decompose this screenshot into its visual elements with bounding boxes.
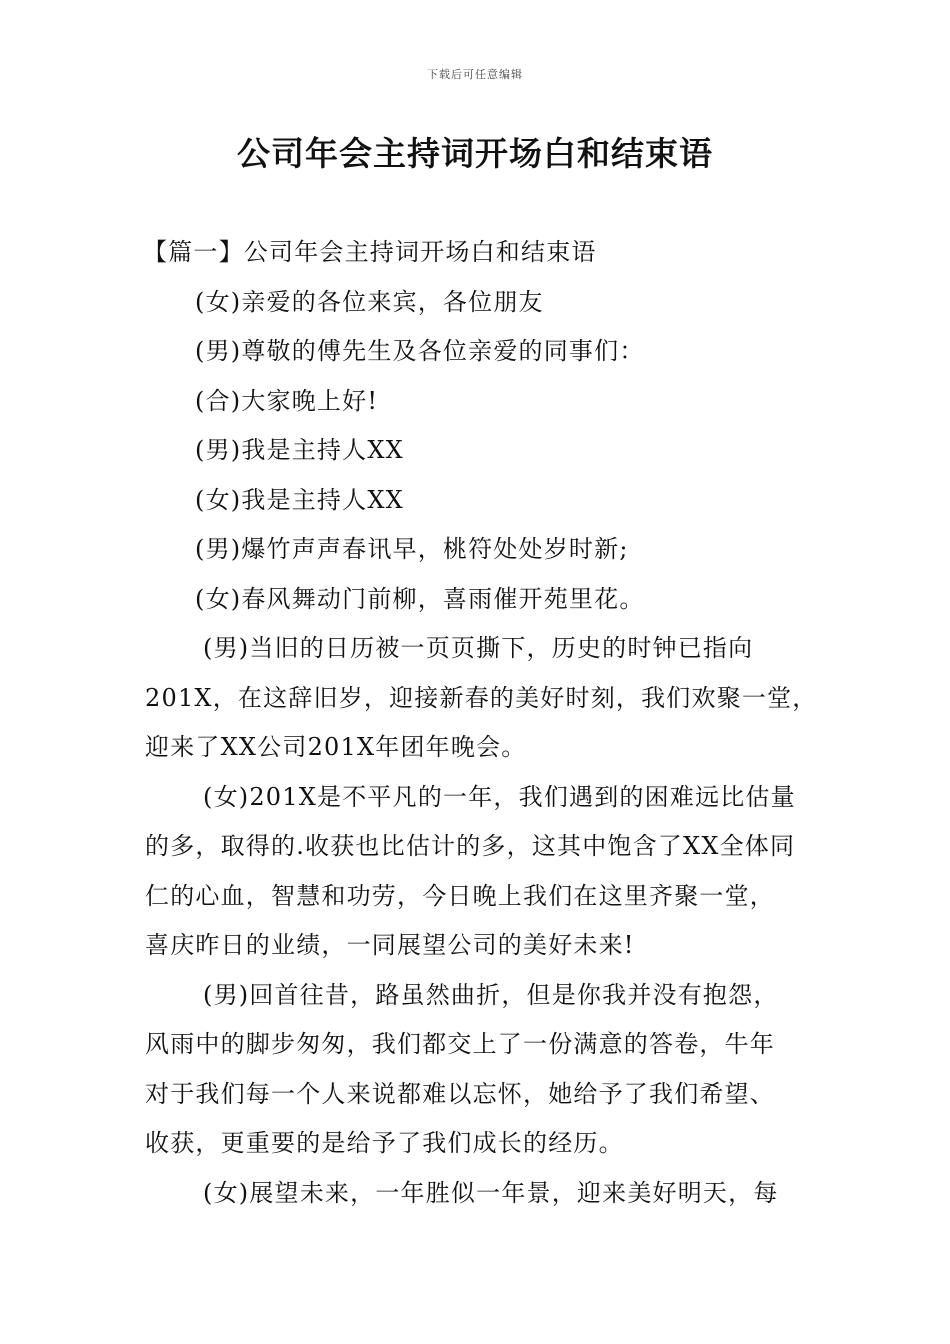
dialogue-line: (合)大家晚上好! bbox=[195, 386, 379, 415]
document-body bbox=[145, 228, 835, 1218]
paragraph-line: (女)展望未来，一年胜似一年景，迎来美好明天，每 bbox=[203, 1178, 779, 1207]
section-heading: 【篇一】公司年会主持词开场白和结束语 bbox=[143, 238, 597, 266]
document-title: 公司年会主持词开场白和结束语 bbox=[237, 134, 713, 173]
dialogue-line: (女)亲爱的各位来宾，各位朋友 bbox=[195, 287, 544, 316]
paragraph-line: 对于我们每一个人来说都难以忘怀，她给予了我们希望、 bbox=[145, 1079, 775, 1108]
paragraph-line: (女)201X是不平凡的一年，我们遇到的困难远比估量 bbox=[203, 782, 796, 811]
paragraph bbox=[145, 624, 835, 773]
dialogue-line: (女)春风舞动门前柳，喜雨催开苑里花。 bbox=[195, 584, 645, 613]
dialogue-line: (男)爆竹声声春讯早，桃符处处岁时新; bbox=[195, 535, 629, 563]
dialogue-line: (男)我是主持人XX bbox=[195, 436, 404, 464]
paragraph bbox=[145, 1169, 835, 1219]
paragraph-line: 201X，在这辞旧岁，迎接新春的美好时刻，我们欢聚一堂， bbox=[145, 683, 818, 712]
paragraph-line: 迎来了XX公司201X年团年晚会。 bbox=[145, 733, 527, 761]
header-note: 下载后可任意编辑 bbox=[427, 68, 523, 81]
paragraph bbox=[145, 773, 835, 971]
paragraph-line: 喜庆昨日的业绩，一同展望公司的美好未来! bbox=[145, 931, 635, 959]
paragraph-line: 收获，更重要的是给予了我们成长的经历。 bbox=[145, 1129, 624, 1157]
paragraph-line: 的多，取得的.收获也比估计的多，这其中饱含了XX全体同 bbox=[145, 832, 796, 860]
dialogue-line: (男)尊敬的傅先生及各位亲爱的同事们： bbox=[195, 337, 645, 365]
paragraph-line: 风雨中的脚步匆匆，我们都交上了一份满意的答卷，牛年 bbox=[145, 1030, 775, 1058]
paragraph bbox=[145, 971, 835, 1169]
dialogue-line: (女)我是主持人XX bbox=[195, 485, 404, 514]
paragraph-line: (男)回首往昔，路虽然曲折，但是你我并没有抱怨， bbox=[203, 980, 779, 1009]
paragraph-line: (男)当旧的日历被一页页撕下，历史的时钟已指向 bbox=[203, 634, 754, 662]
paragraph-line: 仁的心血，智慧和功劳，今日晚上我们在这里齐聚一堂， bbox=[145, 881, 775, 910]
